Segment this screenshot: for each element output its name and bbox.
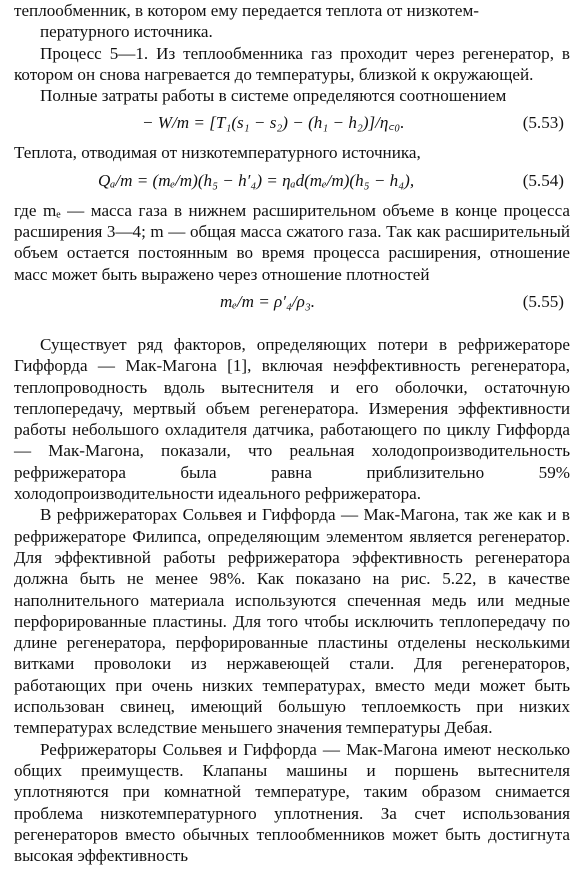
equation-number: (5.55) — [522, 291, 564, 311]
paragraph-process-5-1: Процесс 5—1. Из теплообменника газ проходит через регенератор, в котором он снова нагревается до температуры, близкой к окружающей. — [14, 43, 570, 84]
document-page — [14, 0, 570, 866]
equation-5-54 — [14, 166, 570, 198]
text-line: пературного источника. — [40, 22, 213, 42]
paragraph-loss-factors: Существует ряд факторов, определяющих потери в рефрижераторе Гиффорда — Мак-Магона [1], включая неэффективность регенератора, теплопроводность вдоль вытеснителя и его оболочки, остаточную теплопередачу, мертвый объем регенератора. Измерения эффективности работы небольшого охладителя датчика, работающего по циклу Гиффорда — Мак-Магона, показали, что реальная холодопроизводительность рефрижератора была равна приблизительно 59% холодопроизводительности идеального рефрижератора. — [14, 334, 570, 504]
equation-formula: Qₐ/m = (mₑ/m)(h₅ − h′₄) = ηₐd(mₑ/m)(h₅ − h₄), — [98, 170, 415, 190]
equation-5-53 — [14, 108, 570, 140]
paragraph-where: где mₑ — масса газа в нижнем расширительном объеме в конце процесса расширения 3—4; m — общая масса сжатого газа. Так как расширительный объем остается постоянным во время процесса расширения, отношение масс может быть выражено через отношение плотностей — [14, 200, 570, 284]
equation-number: (5.54) — [522, 170, 564, 190]
equation-5-55 — [14, 287, 570, 319]
paragraph-work-cost: Полные затраты работы в системе определяются соотношением — [40, 86, 507, 106]
equation-number: (5.53) — [522, 113, 564, 133]
text-line: теплообменник, в котором ему передается теплота от низкотем- — [14, 1, 479, 20]
paragraph-regenerator: В рефрижераторах Сольвея и Гиффорда — Мак-Магона, так же как и в рефрижераторе Филипса, определяющим элементом является регенератор. Для эффективной работы рефрижератора эффективность регенератора должна быть не менее 98%. Как показано на рис. 5.22, в качестве наполнительного материала используются спеченная медь или медные перфорированные пластины. Для того чтобы исключить теплопередачу по длине регенератора, перфорированные пластины отделены несколькими витками проволоки из нержавеющей стали. Для регенераторов, работающих при очень низких температурах, вместо меди может быть использован свинец, имеющий большую теплоемкость при низких температурах вследствие меньшего значения температуры Дебая. — [14, 505, 570, 738]
equation-formula: − W/m = [T₁(s₁ − s₂) − (h₁ − h₂)]/η꜀₀. — [142, 113, 405, 133]
equation-formula: mₑ/m = ρ′₄/ρ₃. — [220, 291, 316, 311]
paragraph-advantages: Рефрижераторы Сольвея и Гиффорда — Мак-Магона имеют несколько общих преимуществ. Клапаны машины и поршень вытеснителя уплотняются при комнатной температуре, таким образом снимается проблема низкотемпературного уплотнения. За счет использования регенераторов вместо обычных теплообменников может быть достигнута высокая эффективность — [14, 739, 570, 866]
paragraph-heat: Теплота, отводимая от низкотемпературного источника, — [14, 143, 421, 163]
